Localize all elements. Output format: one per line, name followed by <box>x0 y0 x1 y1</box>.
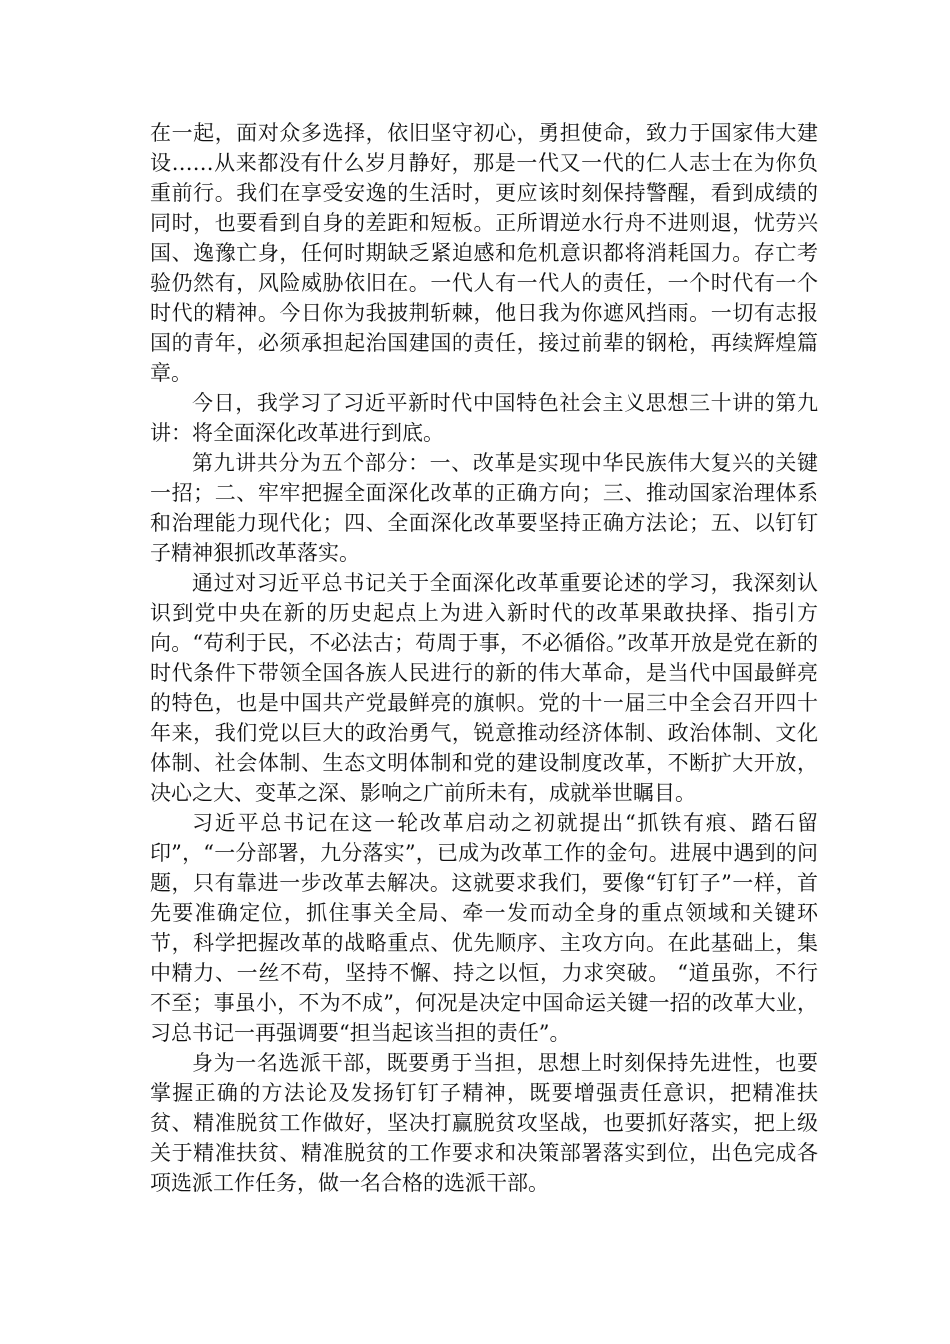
paragraph-five-parts: 第九讲共分为五个部分：一、改革是实现中华民族伟大复兴的关键一招；二、牢牢把握全面深化改革的正确方向；三、推动国家治理体系和治理能力现代化；四、全面深化改革要坚持正确方法论；五、以钉钉子精神狠抓改革落实。 <box>150 451 818 565</box>
document-body <box>150 118 818 1198</box>
paragraph-nail-spirit: 习近平总书记在这一轮改革启动之初就提出“抓铁有痕、踏石留印”，“一分部署，九分落实”，已成为改革工作的金句。进展中遇到的问题，只有靠进一步改革去解决。这就要求我们，要像“钉钉子”一样，首先要准确定位，抓住事关全局、牵一发而动全身的重点领域和关键环节，科学把握改革的战略重点、优先顺序、主攻方向。在此基础上，集中精力、一丝不苟，坚持不懈、持之以恒，力求突破。 “道虽弥，不行不至；事虽小，不为不成”，何况是决定中国命运关键一招的改革大业，习总书记一再强调要“担当起该当担的责任”。 <box>150 811 818 1045</box>
paragraph-reform-understanding: 通过对习近平总书记关于全面深化改革重要论述的学习，我深刻认识到党中央在新的历史起点上为进入新时代的改革果敢抉择、指引方向。“苟利于民，不必法古；苟周于事，不必循俗。”改革开放是党在新的时代条件下带领全国各族人民进行的新的伟大革命，是当代中国最鲜亮的特色，也是中国共产党最鲜亮的旗帜。党的十一届三中全会召开四十年来，我们党以巨大的政治勇气，锐意推动经济体制、政治体制、文化体制、社会体制、生态文明体制和党的建设制度改革，不断扩大开放，决心之大、变革之深、影响之广前所未有，成就举世瞩目。 <box>150 571 818 805</box>
paragraph-cadre-duty: 身为一名选派干部，既要勇于当担，思想上时刻保持先进性，也要掌握正确的方法论及发扬钉钉子精神，既要增强责任意识，把精准扶贫、精准脱贫工作做好，坚决打赢脱贫攻坚战，也要抓好落实，把上级关于精准扶贫、精准脱贫的工作要求和决策部署落实到位，出色完成各项选派工作任务，做一名合格的选派干部。 <box>150 1051 818 1195</box>
paragraph-continuation: 在一起，面对众多选择，依旧坚守初心，勇担使命，致力于国家伟大建设……从来都没有什么岁月静好，那是一代又一代的仁人志士在为你负重前行。我们在享受安逸的生活时，更应该时刻保持警醒，看到成绩的同时，也要看到自身的差距和短板。正所谓逆水行舟不进则退，忧劳兴国、逸豫亡身，任何时期缺乏紧迫感和危机意识都将消耗国力。存亡考验仍然有，风险威胁依旧在。一代人有一代人的责任，一个时代有一个时代的精神。今日你为我披荆斩棘，他日我为你遮风挡雨。一切有志报国的青年，必须承担起治国建国的责任，接过前辈的钢枪，再续辉煌篇章。 <box>150 121 818 385</box>
paragraph-study-intro: 今日，我学习了习近平新时代中国特色社会主义思想三十讲的第九讲：将全面深化改革进行到底。 <box>150 391 818 445</box>
